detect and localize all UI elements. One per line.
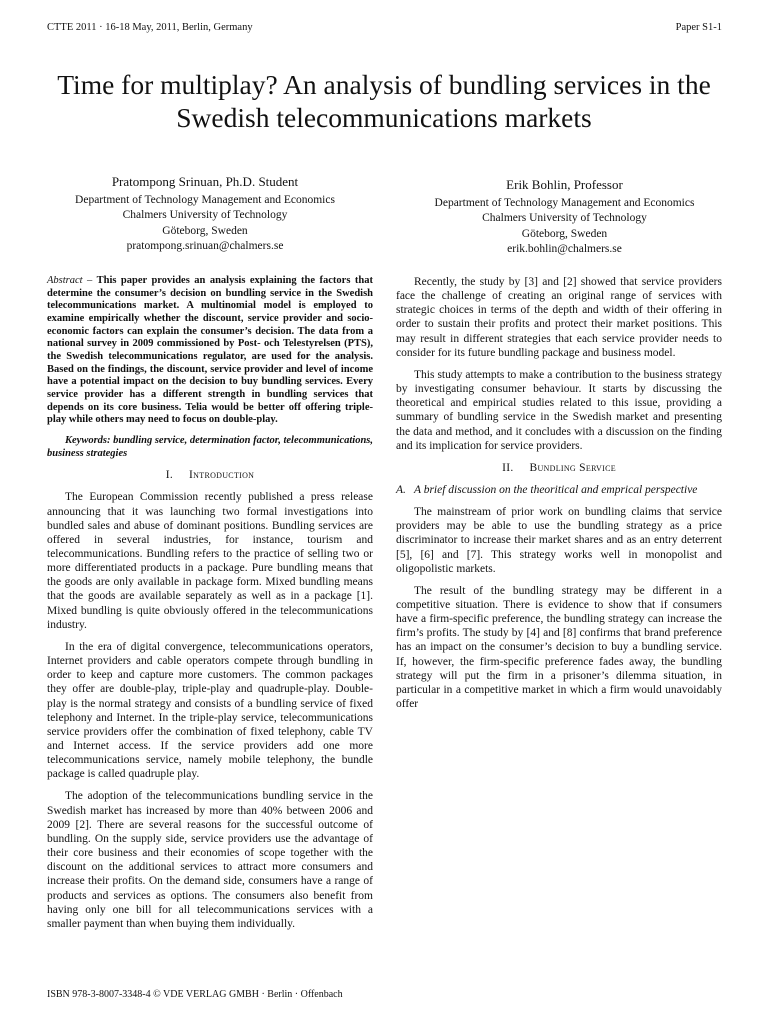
section-title: Bundling Service	[529, 461, 616, 474]
paragraph: The mainstream of prior work on bundling claims that service providers may be able to use the bundling strategy as a price discriminator to increase their market shares and as an entry deterrent [5], [6] and [7]. This strategy works well in monopolist and oligopolistic markets.	[396, 506, 722, 575]
author-location: Göteborg, Sweden	[162, 224, 248, 237]
paragraph: In the era of digital convergence, telecommunications operators, Internet providers and cable operators compete through bundling in order to keep and capture more customers. The common packages they offer are double-play, triple-play and quadruple-play. Double-play is the normal strategy and consists of a bundling service of fixed telephony and Internet. In the triple-play service, telecommunications service providers offer the combination of fixed telephony, cable TV and Internet access. If the service providers add one more telecommunications service, namely mobile telephony, the bundle package is called quadruple play.	[47, 640, 373, 781]
author-department: Department of Technology Management and Economics	[75, 194, 335, 207]
left-column	[47, 275, 373, 939]
paragraph: The result of the bundling strategy may be different in a competitive situation. There is evidence to show that if consumers have a firm-specific preference, the bundling strategy can increase the firm’s profits. The study by [4] and [8] confirms that brand preference has an impact on the consumer’s decision to buy a bundling service. If, however, the firm-specific preference fades away, the bundling strategy will put the firm in a prisoner’s dilemma situation, in particular in a competitive market in which a firm would unavoidably offer	[396, 584, 722, 711]
section-title: Introduction	[189, 469, 255, 482]
abstract-text: This paper provides an analysis explaining the factors that determine the consumer’s decision on bundling service in the Swedish telecommunications market. A multinomial model is employed to examine empirically whether the discount, service provider and socio-economic factors can explain the consumer’s decision. The data from a national survey in 2009 commissioned by Post- och Telestyrelsen (PTS), the Swedish telecommunications regulator, are used for the analysis. Based on the findings, the discount, service provider and level of income have a potential impact on the decision to buy bundling services. Every service provider has a different strength in bundling services that depends on its core business. Telia would be better off offering triple-play while others may need to focus on double-play.	[47, 275, 373, 426]
author-name: Pratompong Srinuan, Ph.D. Student	[111, 174, 299, 189]
right-column	[396, 275, 722, 719]
paper-id: Paper S1-1	[675, 22, 722, 33]
paragraph: Recently, the study by [3] and [2] showed that service providers face the challenge of creating an original range of services with strategic choices in terms of the depth and width of their offering in order to sustain their profits and protect their market positions. This may result in different strategies that each service provider needs to consider for its future bundling package and business model.	[396, 276, 722, 359]
paragraph: This study attempts to make a contribution to the business strategy by investigating consumer behaviour. It starts by discussing the theoretical and empirical studies related to this issue, providing a summary of bundling service in the Swedish market and presenting the data and method, and it concludes with a discussion on the finding and its implication for service providers.	[396, 368, 722, 452]
paragraph: The adoption of the telecommunications bundling service in the Swedish market has increased by more than 40% between 2006 and 2009 [2]. There are several reasons for the successful outcome of bundling. On the supply side, service providers use the advantage of their core business and their economies of scope together with the discount on the additional services to attract more consumers and increase their profits. On the demand side, consumers have a range of products and services as options. The consumers also benefit from having only one bill for all telecommunications services with a smaller payment than when buying them individually.	[47, 790, 373, 930]
author-location: Göteborg, Sweden	[521, 227, 608, 240]
author-block-1	[40, 174, 370, 254]
subsection-heading	[396, 483, 722, 497]
author-university: Chalmers University of Technology	[122, 209, 288, 222]
author-email: pratompong.srinuan@chalmers.se	[126, 239, 284, 252]
section-number: II.	[502, 461, 514, 474]
subsection-number: A.	[396, 484, 406, 497]
conference-header: CTTE 2011 · 16-18 May, 2011, Berlin, Germany	[47, 22, 253, 33]
author-department: Department of Technology Management and Economics	[434, 197, 695, 210]
author-email: erik.bohlin@chalmers.se	[507, 242, 622, 255]
paper-title: Time for multiplay? An analysis of bundling services in the Swedish telecommunications markets	[57, 69, 711, 133]
author-block-2	[397, 177, 732, 257]
abstract	[47, 275, 373, 427]
isbn-footer: ISBN 978-3-8007-3348-4 © VDE VERLAG GMBH · Berlin · Offenbach	[47, 989, 343, 1000]
keywords: Keywords: bundling service, determination factor, telecommunications, business strategies	[47, 434, 374, 459]
subsection-title: A brief discussion on the theoritical and emprical perspective	[414, 484, 698, 497]
author-name: Erik Bohlin, Professor	[506, 177, 623, 192]
paragraph: The European Commission recently published a press release announcing that it was launching two formal investigations into bundled sales and abuse of dominant positions. Bundling services are offered in several industries, for instance, tourism and telecommunications. Bundling refers to the practice of selling two or more differentiated products in a package. Pure bundling means that the goods are only available in package form. Mixed bundling means that the goods are available separately as well as in a package [1]. Mixed bundling is quite obviously offered in the telecommunications industry.	[47, 491, 373, 631]
section-heading-bundling	[396, 461, 722, 475]
section-heading-introduction	[47, 468, 373, 482]
author-university: Chalmers University of Technology	[482, 212, 647, 225]
abstract-label: Abstract –	[47, 275, 93, 286]
section-number: I.	[165, 469, 174, 482]
